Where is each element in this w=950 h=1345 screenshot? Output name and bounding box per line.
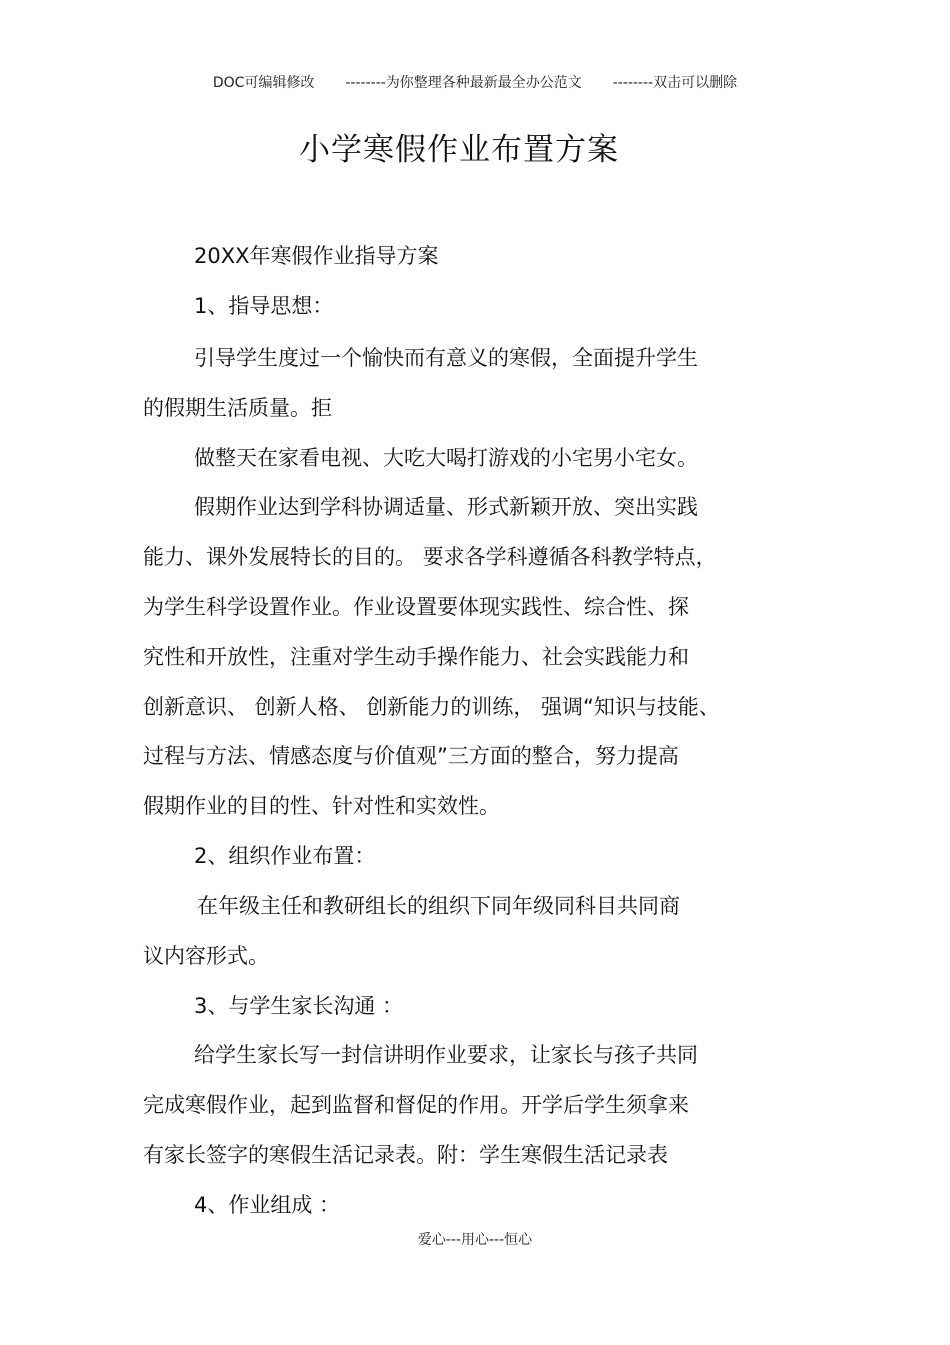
paragraph-line: 引导学生度过一个愉快而有意义的寒假，全面提升学生 [194, 346, 698, 370]
paragraph-line: 过程与方法、情感态度与价值观”三方面的整合，努力提高 [143, 744, 679, 768]
section-heading: 4、作业组成 ： [194, 1193, 341, 1217]
section-heading: 20XX年寒假作业指导方案 [194, 244, 439, 268]
page-header [0, 72, 950, 92]
paragraph-line: 假期作业达到学科协调适量、形式新颖开放、突出实践 [194, 495, 698, 519]
paragraph-line: 有家长签字的寒假生活记录表。附：学生寒假生活记录表 [143, 1143, 668, 1167]
document-title: 小学寒假作业布置方案 [299, 132, 619, 168]
paragraph-line: 假期作业的目的性、针对性和实效性。 [143, 794, 500, 818]
header-middle-text: --------为你整理各种最新最全办公范文 [345, 75, 582, 91]
section-heading: 3、与学生家长沟通 ： [194, 994, 404, 1018]
paragraph-line: 做整天在家看电视、大吃大喝打游戏的小宅男小宅女。 [194, 446, 698, 470]
paragraph-line: 能力、课外发展特长的目的。 要求各学科遵循各科教学特点， [143, 545, 717, 569]
paragraph-line: 议内容形式。 [143, 944, 269, 968]
header-right-text: --------双击可以删除 [612, 75, 738, 91]
paragraph-line: 究性和开放性，注重对学生动手操作能力、社会实践能力和 [143, 645, 689, 669]
paragraph-line: 为学生科学设置作业。作业设置要体现实践性、综合性、探 [143, 595, 689, 619]
paragraph-line: 给学生家长写一封信讲明作业要求，让家长与孩子共同 [194, 1043, 698, 1067]
paragraph-line: 的假期生活质量。拒 [143, 396, 332, 420]
section-heading: 1、指导思想： [194, 294, 334, 318]
paragraph-line: 完成寒假作业，起到监督和督促的作用。开学后学生须拿来 [143, 1093, 689, 1117]
section-heading: 2、组织作业布置： [194, 844, 376, 868]
paragraph-line: 创新意识、 创新人格、 创新能力的训练， 强调“知识与技能、 [143, 695, 720, 719]
paragraph-line: 在年级主任和教研组长的组织下同年级同科目共同商 [197, 894, 680, 918]
header-left-text: DOC可编辑修改 [212, 75, 315, 91]
page-footer: 爱心---用心---恒心 [417, 1232, 533, 1248]
